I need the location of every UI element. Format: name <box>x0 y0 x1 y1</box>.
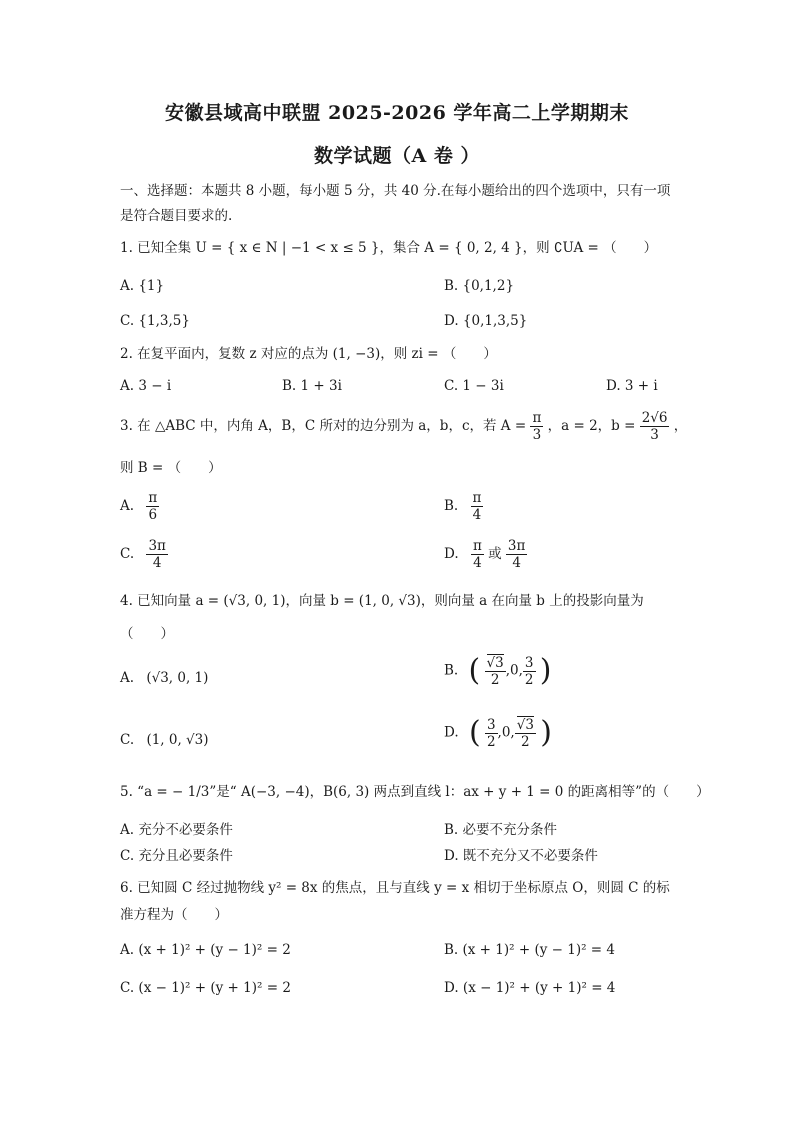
q6-option-d: D. (x − 1)² + (y + 1)² = 4 <box>444 980 616 996</box>
frac-den: 4 <box>472 507 482 523</box>
q5-option-a: A. 充分不必要条件 <box>120 822 233 838</box>
q3-frac-b-den: 3 <box>650 427 659 443</box>
q6-stem-line2: 准方程为（ ） <box>120 907 228 923</box>
q5-stem: 5. “a = − 1/3”是“ A(−3, −4)，B(6, 3) 两点到直线 l：ax + y + 1 = 0 的距离相等”的（ ） <box>120 784 710 800</box>
q4-option-d-frac-1: $\frac{3}{2}$ <box>486 716 496 750</box>
q4-stem: 4. 已知向量 a = (√3, 0, 1)，向量 b = (1, 0, √3)，则向量 a 在向量 b 上的投影向量为 <box>120 593 644 609</box>
q4-stem-line2: （ ） <box>120 626 174 642</box>
q2-option-d: D. 3 + i <box>606 378 658 394</box>
q3-option-c <box>120 538 168 571</box>
section-intro-line1: 一、选择题：本题共 8 小题，每小题 5 分，共 40 分.在每小题给出的四个选项中，只有一项 <box>120 183 671 199</box>
q4-option-b-frac-2: $\frac{3}{2}$ <box>524 654 534 688</box>
q3-option-c-fraction <box>146 538 167 571</box>
q4-option-c-label: C. <box>120 732 135 748</box>
q3-option-b-label: B. <box>444 498 459 514</box>
q3-stem-part1: 3. 在 △ABC 中，内角 A，B，C 所对的边分别为 a，b，c，若 A = <box>120 418 527 434</box>
q1-option-b: B. {0,1,2} <box>444 278 515 294</box>
q4-option-d: D. ( $\frac{3}{2}$ ,0, $\frac{√3}{2}$ ) <box>444 715 552 750</box>
paren-open: ( <box>468 653 481 688</box>
q4-option-a-label: A. <box>120 670 135 686</box>
q3-option-a-label: A. <box>120 498 135 514</box>
q4-option-a-vector: (√3, 0, 1) <box>146 670 209 686</box>
q1-stem: 1. 已知全集 U = { x ∈ N | −1 < x ≤ 5 }，集合 A = { 0, 2, 4 }，则 ∁UA = （ ） <box>120 240 658 256</box>
frac-num: 3π <box>507 538 526 554</box>
q3-option-b <box>444 490 483 523</box>
q4-option-c-vector: (1, 0, √3) <box>146 732 209 748</box>
q3-option-b-fraction <box>471 490 484 523</box>
q6-option-c: C. (x − 1)² + (y + 1)² = 2 <box>120 980 291 996</box>
sqrt-3: √3 <box>516 717 534 733</box>
paren-close: ) <box>539 653 552 688</box>
q3-stem-line2: 则 B = （ ） <box>120 460 222 476</box>
q2-option-a: A. 3 − i <box>120 378 172 394</box>
q3-fraction-pi-over-3 <box>530 410 543 443</box>
sqrt-3: √3 <box>486 655 504 671</box>
q3-option-a-fraction <box>146 490 159 523</box>
frac-num: π <box>472 490 482 506</box>
q1-option-d: D. {0,1,3,5} <box>444 313 528 329</box>
q3-frac-b-num: 2√6 <box>641 410 668 426</box>
q3-option-d-or: 或 <box>488 546 502 562</box>
q6-option-b: B. (x + 1)² + (y − 1)² = 4 <box>444 942 615 958</box>
q1-option-c: C. {1,3,5} <box>120 313 190 329</box>
q3-frac-den: 3 <box>532 427 542 443</box>
frac-num: π <box>472 538 482 554</box>
q3-frac-num: π <box>532 410 542 426</box>
exam-title-line1: 安徽县域高中联盟 2025-2026 学年高二上学期期末 <box>165 102 629 124</box>
q2-option-b: B. 1 + 3i <box>282 378 342 394</box>
q3-stem-part3: ， <box>673 418 688 434</box>
q3-option-d-fraction-1 <box>471 538 484 571</box>
frac-den: 4 <box>512 555 521 571</box>
frac-den: 4 <box>473 555 482 571</box>
q1-option-a: A. {1} <box>120 278 165 294</box>
q4-option-b: B. ( $\frac{√3}{2}$ ,0, $\frac{3}{2}$ ) <box>444 653 552 688</box>
q4-option-a <box>120 668 208 688</box>
paren-close: ) <box>540 715 552 750</box>
q4-option-b-label: B. <box>444 662 459 679</box>
q3-option-c-label: C. <box>120 546 135 562</box>
exam-title-line2: 数学试题（A 卷 ） <box>314 145 480 167</box>
frac-num: 3π <box>148 538 166 554</box>
q3-stem <box>120 410 687 443</box>
q5-option-b: B. 必要不充分条件 <box>444 822 558 838</box>
frac-num: π <box>148 490 158 506</box>
q3-option-a <box>120 490 159 523</box>
q3-option-d <box>444 538 527 571</box>
q2-stem: 2. 在复平面内，复数 z 对应的点为 (1, −3)，则 zi = （ ） <box>120 346 497 362</box>
q3-option-d-label: D. <box>444 546 459 562</box>
q3-fraction-b <box>640 410 670 443</box>
frac-den: 4 <box>152 555 162 571</box>
q3-stem-part2: ，a = 2，b = <box>547 418 636 434</box>
q4-option-b-frac-1: $\frac{√3}{2}$ <box>486 655 504 688</box>
q5-option-d: D. 既不充分又不必要条件 <box>444 848 598 864</box>
q2-option-c: C. 1 − 3i <box>444 378 504 394</box>
q4-option-d-frac-2: $\frac{√3}{2}$ <box>516 717 534 750</box>
q5-option-c: C. 充分且必要条件 <box>120 848 233 864</box>
paren-open: ( <box>468 715 481 750</box>
q4-option-d-label: D. <box>444 724 459 741</box>
frac-den: 6 <box>148 507 158 523</box>
q3-option-d-fraction-2 <box>506 538 527 571</box>
q4-option-c <box>120 730 209 750</box>
q6-stem: 6. 已知圆 C 经过抛物线 y² = 8x 的焦点，且与直线 y = x 相切于坐标原点 O，则圆 C 的标 <box>120 880 670 896</box>
q6-option-a: A. (x + 1)² + (y − 1)² = 2 <box>120 942 291 958</box>
section-intro-line2: 是符合题目要求的. <box>120 208 233 224</box>
